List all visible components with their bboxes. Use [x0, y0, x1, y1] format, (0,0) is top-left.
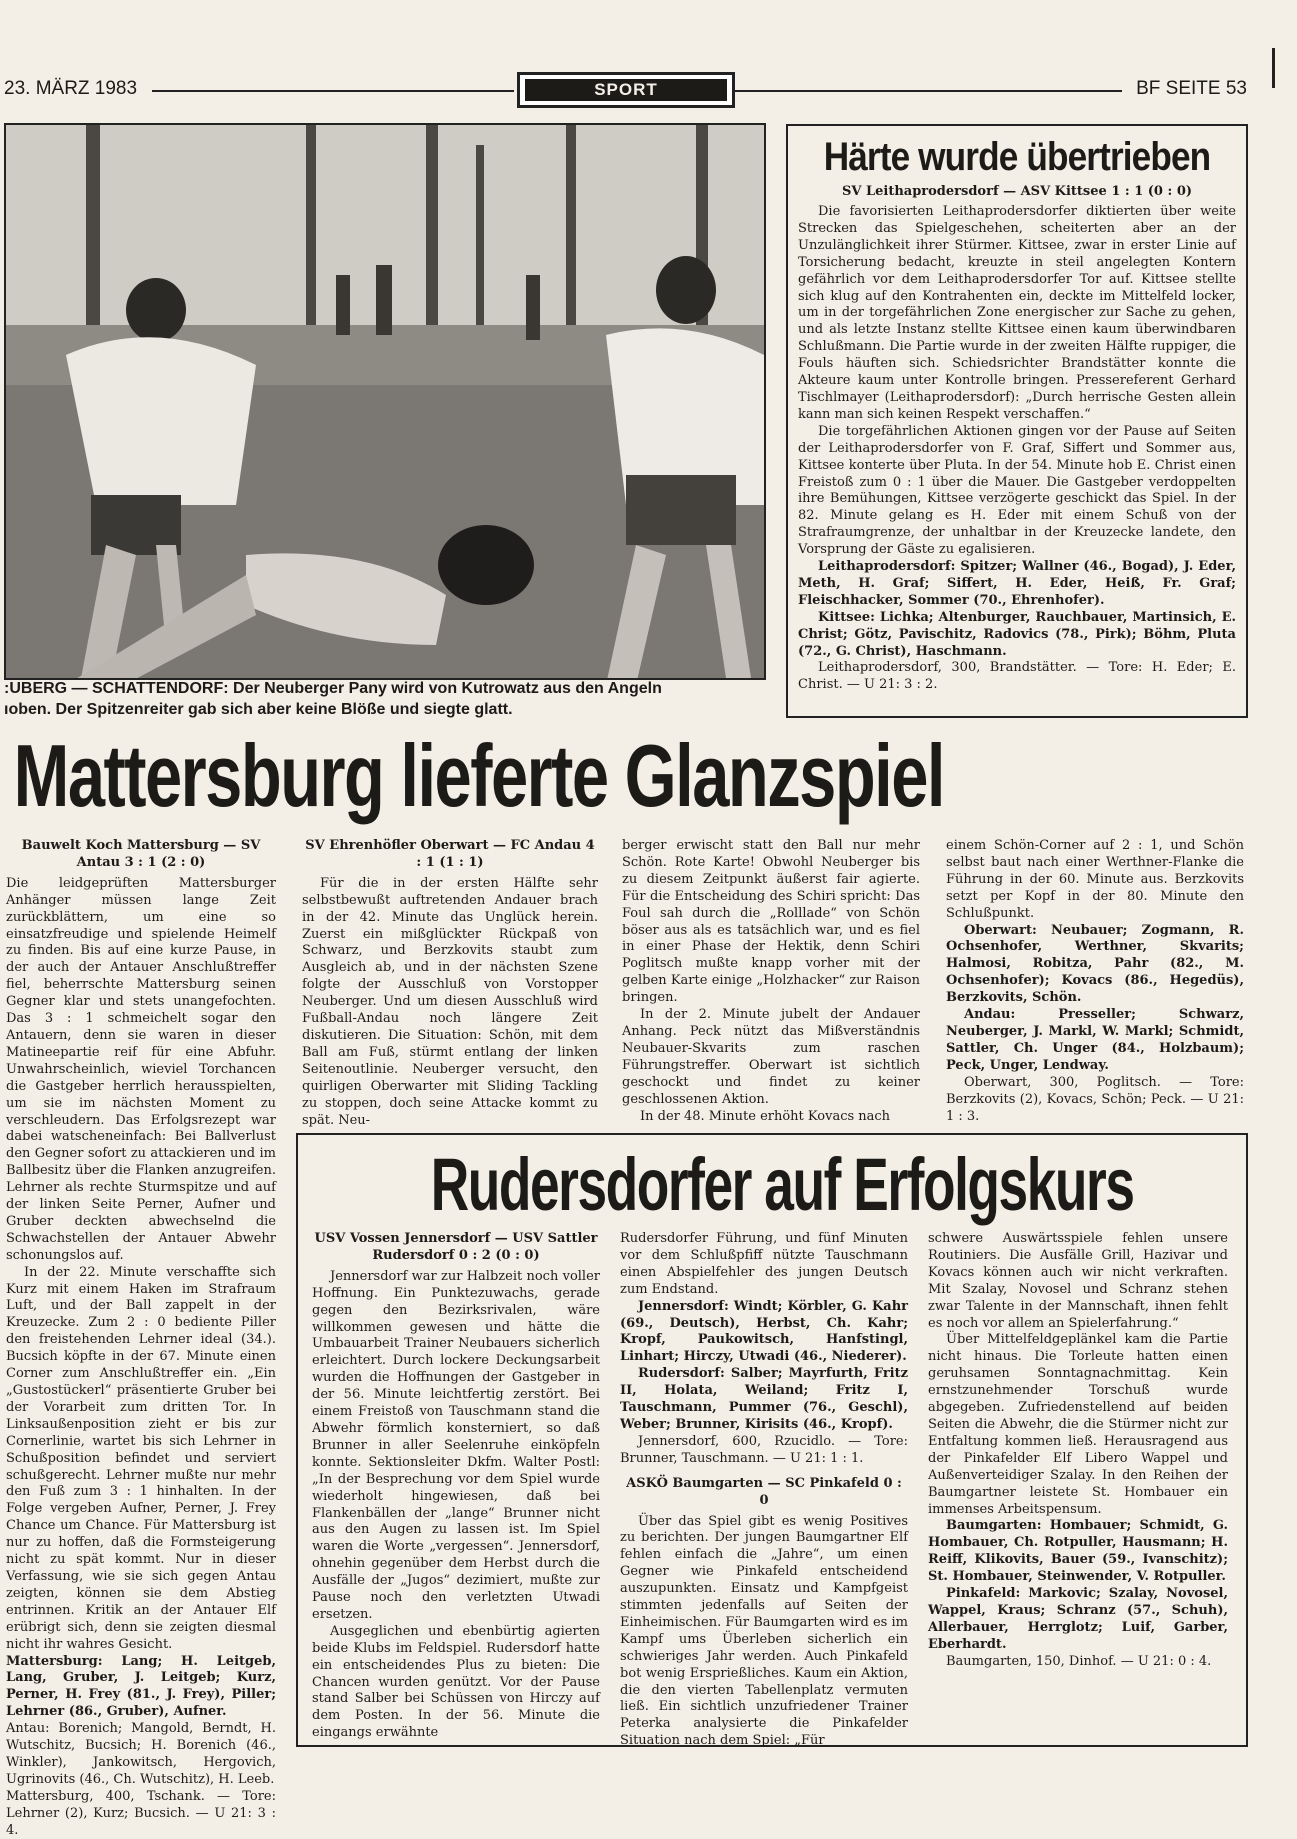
photo-caption-line-2: ıoben. Der Spitzenreiter gab sich aber keine Blöße und siegte glatt. [4, 701, 513, 718]
article-column [302, 838, 598, 1129]
lineup-home: Oberwart: Neubauer; Zogmann, R. Ochsenhofer, Werthner, Skvarits; Halmosi, Robitza, Pahr (82., M. Ochsenhofer); Kovacs (86., Hegedüs), Berzkovits, Schön. [946, 922, 1244, 1006]
article-column [946, 838, 1244, 1125]
article-body [798, 204, 1236, 694]
match-stats: Mattersburg, 400, Tschank. — Tore: Lehrner (2), Kurz; Bucsich. — U 21: 3 : 4. [6, 1788, 276, 1838]
match-result: SV Ehrenhöfler Oberwart — FC Andau 4 : 1 (1 : 1) [305, 838, 595, 870]
article-headline: Härte wurde übertrieben [823, 135, 1211, 179]
article-paragraph: einem Schön-Corner auf 2 : 1, und Schön selbst baut nach einer Werthner-Flanke die Führung in der 60. Minute aus. Berzkovits setzt per Kopf in der 80. Minute den Schlußpunkt. [946, 838, 1244, 921]
lineup-home: Jennersdorf: Windt; Körbler, G. Kahr (69., Deutsch), Herbst, Ch. Kahr; Kropf, Paukowitsch, Hanfstingl, Linhart; Hirczy, Utwadi (46., Niederer). [620, 1298, 908, 1365]
lineup-away: Andau: Presseller; Schwarz, Neuberger, J. Markl, W. Markl; Schmidt, Sattler, Ch. Unger (84., Holzbaum); Peck, Unger, Lendway. [946, 1007, 1244, 1073]
match-stats: Jennersdorf, 600, Rzucidlo. — Tore: Brunner, Tauschmann. — U 21: 1 : 1. [620, 1433, 908, 1466]
lineup-away: Antau: Borenich; Mangold, Berndt, H. Wutschitz, Bucsich; H. Borenich (46., Winkler), Jankowitsch, Hergovich, Ugrinovits (46., Ch. Wutschitz), H. Leeb. [6, 1721, 276, 1787]
match-stats: Oberwart, 300, Poglitsch. — Tore: Berzkovits (2), Kovacs, Schön; Peck. — U 21: 1 : 3. [946, 1074, 1244, 1124]
article-paragraph: Die favorisierten Leithaprodersdorfer diktierten über weite Strecken das Spielgeschehen, scheiterten aber an der Unzulänglichkeit ihrer Stürmer. Kittsee, zwar in erster Linie auf Torsicherung bedacht, kreuzte in steil angelegten Kontern gefährlich vor dem Leithaprodersdorfer Tor auf. Kittsee stellte sich klug auf den Kontrahenten ein, deckte im Mittelfeld locker, um in der torgefährlichen Zone energischer zur Sache zu gehen, und als letzte Instanz stellte Kittsee einen kaum überwindbaren Schlußmann. Die Partie wurde in der zweiten Hälfte ruppiger, die Fouls häuften sich. Schiedsrichter Brandstätter konnte die Akteure kaum unter Kontrolle bringen. Pressereferent Gerhard Tischlmayer (Leithaprodersdorf): „Durch herrische Gesten allein kann man sich keinen Respekt verschaffen.“ [798, 204, 1236, 422]
article-haerte-box [786, 124, 1248, 718]
article-paragraph: schwere Auswärtsspiele fehlen unsere Routiniers. Die Ausfälle Grill, Hazivar und Kovacs können auch wir nicht verkraften. Mit Szalay, Novosel und Schranz stehen zwar Talente in der Mannschaft, ihnen fehlt es noch vor allem an Spielerfahrung.“ [928, 1231, 1228, 1331]
article-paragraph: Über Mittelfeldgeplänkel kam die Partie nicht hinaus. Die Torleute hatten einen geruhsamen Sonntagnachmittag. Kein ernstzunehmender Torschuß wurde abgegeben. Zufriedenstellend auf beiden Seiten die Abwehr, die die Stürmer nicht zur Entfaltung kommen ließ. Herausragend aus der Pinkafelder Elf Libero Wappel und Außenverteidiger Szalay. In den Reihen der Baumgartner leistete St. Hombauer ein immenses Arbeitspensum. [928, 1332, 1228, 1517]
match-result: ASKÖ Baumgarten — SC Pinkafeld 0 : 0 [626, 1475, 902, 1508]
photo-illustration [6, 125, 764, 678]
article-headline-mattersburg: Mattersburg lieferte Glanzspiel [13, 726, 944, 825]
article-paragraph: Ausgeglichen und ebenbürtig agierten beide Klubs im Feldspiel. Rudersdorf hatte ein entscheidendes Plus zu bieten: Die Chancen wurden genützt. Vor der Pause stand Salber bei Schüssen von Hirczy auf dem Posten. In der 56. Minute die eingangs erwähnte [312, 1623, 600, 1741]
page-number: BF SEITE 53 [1136, 78, 1247, 99]
page-edge-mark [1272, 48, 1275, 88]
article-column [312, 1231, 600, 1742]
article-column [6, 838, 276, 1839]
match-stats: Leithaprodersdorf, 300, Brandstätter. — Tore: H. Eder; E. Christ. — U 21: 3 : 2. [798, 660, 1236, 693]
lineup-home: Leithaprodersdorf: Spitzer; Wallner (46., Bogad), J. Eder, Meth, H. Graf; Siffert, H. Eder, Heiß, Fr. Graf; Fleischhacker, Sommer (70., Ehrenhofer). [798, 559, 1236, 608]
photo-caption-line-1: :UBERG — SCHATTENDORF: Der Neuberger Pany wird von Kutrowatz aus den Angeln [4, 680, 662, 697]
article-paragraph: Jennersdorf war zur Halbzeit noch voller Hoffnung. Ein Punktezuwachs, gerade gegen den Bezirksrivalen, wäre willkommen gewesen und hätte die Umbauarbeit Trainer Neubauers sicherlich erleichtert. Durch lockere Deckungsarbeit wurden die Hoffnungen der Gastgeber in der 56. Minute leichtfertig zerstört. Bei einem Freistoß von Tauschmann stand die Abwehr förmlich konsterniert, so daß Brunner in aller Seelenruhe einköpfeln konnte. Sektionsleiter Dkfm. Walter Postl: „In der Besprechung vor dem Spiel wurde wiederholt hingewiesen, daß bei Flankenbällen der „lange“ Brunner nicht aus den Augen zu lassen ist. Im Spiel waren die Worte „vergessen“. Jennersdorf, ohnehin gegenüber dem Herbst durch die Ausfälle der „Jugos“ dezimiert, mußte zur Pause noch den verletzten Utwadi ersetzen. [312, 1268, 600, 1622]
article-column [928, 1231, 1228, 1671]
match-result: USV Vossen Jennersdorf — USV Sattler Rudersdorf 0 : 2 (0 : 0) [314, 1231, 598, 1263]
article-paragraph: Rudersdorfer Führung, und fünf Minuten vor dem Schlußpfiff nützte Tauschmann einen Abspielfehler des jungen Deutsch zum Endstand. [620, 1231, 908, 1297]
lineup-home: Baumgarten: Hombauer; Schmidt, G. Hombauer, Ch. Rotpuller, Hausmann; H. Reiff, Klikovits, Bauer (59., Ivanschitz); St. Hombauer, Steinwender, V. Rotpuller. [928, 1518, 1228, 1585]
article-paragraph: Die torgefährlichen Aktionen gingen vor der Pause auf Seiten der Leithaprodersdorfer von F. Graf, Siffert und Sommer aus, Kittsee konterte über Pluta. In der 54. Minute hob E. Christ einen Freistoß zum 0 : 1 über die Mauer. Die Gastgeber verdoppelten ihre Bemühungen, Kittsee verzögerte geschickt das Spiel. In der 82. Minute gelang es H. Eder mit einem Schuß von der Strafraumgrenze, der unhaltbar in der Kreuzecke landete, den Vorsprung der Gäste zu egalisieren. [798, 423, 1236, 558]
article-paragraph: Für die in der ersten Hälfte sehr selbstbewußt auftretenden Andauer brach in der 42. Minute das Unglück herein. Zuerst ein mißglückter Rückpaß von Schwarz, und Berzkovits staubt zum Ausgleich ab, und in der nächsten Szene folgte der Ausschluß von Vorstopper Neuberger. Und um diesen Ausschluß wird Fußball-Andau noch längere Zeit diskutieren. Die Situation: Schön, mit dem Ball am Fuß, stürmt entlang der linken Seitenoutlinie. Neuberger versucht, den quirligen Oberwarter mit Sliding Tackling zu stoppen, doch seine Attacke kommt zu spät. Neu- [302, 875, 598, 1128]
article-column [622, 838, 920, 1125]
match-photo [4, 123, 766, 680]
match-result: SV Leithaprodersdorf — ASV Kittsee 1 : 1 (0 : 0) [841, 184, 1193, 199]
lineup-home: Mattersburg: Lang; H. Leitgeb, Lang, Gruber, J. Leitgeb; Kurz, Perner, H. Frey (81., J. Frey), Piller; Lehrner (86., Gruber), Aufner. [6, 1653, 276, 1720]
article-headline: Rudersdorfer auf Erfolgskurs [430, 1143, 1134, 1226]
article-paragraph: In der 2. Minute jubelt der Andauer Anhang. Peck nützt das Mißverständnis Neubauer-Skvarits zum raschen Führungstreffer. Oberwart ist sichtlich geschockt und findet zu keiner geschlossenen Aktion. [622, 1007, 920, 1107]
lineup-away: Rudersdorf: Salber; Mayrfurth, Fritz II, Holata, Weiland; Fritz I, Tauschmann, Pummer (76., Geschl), Weber; Brunner, Kirisits (46., Kropf). [620, 1366, 908, 1432]
issue-date: 23. MÄRZ 1983 [4, 78, 138, 99]
article-paragraph: Die leidgeprüften Mattersburger Anhänger müssen lange Zeit zurückblättern, um eine so einsatzfreudige und spielende Heimelf zu finden. Bis auf eine kurze Pause, in der auch der Antauer Anschlußtreffer fiel, beherrschte Mattersburg seinen Gegner klar und stets unangefochten. Das 3 : 1 schmeichelt sogar den Antauern, denn sie waren in dieser Matineepartie reif für eine Abfuhr. Unwahrscheinlich, wieviel Torchancen die Gastgeber herrlich herausspielten, um sie im nächsten Moment zu verschleudern. Das Erfolgsrezept war dabei watscheneinfach: Bei Ballverlust den Gegner sofort zu attackieren und im Ballbesitz über die Flanken anzugreifen. Lehrner als rechte Sturmspitze und auf der linken Seite Perner, Aufner und Gruber deckten abwechselnd die Schwachstellen der Antauer Abwehr schonungslos auf. [6, 875, 276, 1263]
section-banner [517, 72, 735, 108]
header-rule-left [152, 90, 514, 92]
lineup-away: Kittsee: Lichka; Altenburger, Rauchbauer, Martinsich, E. Christ; Götz, Pavischitz, Radovics (78., Pirk); Böhm, Pluta (72., G. Christ), Haschmann. [798, 609, 1236, 659]
article-paragraph: berger erwischt statt den Ball nur mehr Schön. Rote Karte! Obwohl Neuberger bis zu diesem Zeitpunkt äußerst fair agierte. Für die Entscheidung des Schiri spricht: Das Foul sah durch die „Rolllade“ von Schön böser aus als es tatsächlich war, und es fiel in einer Phase der Hektik, denn Schiri Poglitsch mußte knapp vorher mit der gelben Karte einige „Holzhacker“ zur Raison bringen. [622, 838, 920, 1006]
article-paragraph: In der 48. Minute erhöht Kovacs nach [640, 1108, 891, 1124]
header-rule-right [732, 90, 1122, 92]
match-result: Bauwelt Koch Mattersburg — SV Antau 3 : 1 (2 : 0) [21, 838, 261, 870]
article-paragraph: Über das Spiel gibt es wenig Positives zu berichten. Der jungen Baumgartner Elf fehlen einfach die „Jahre“, um einen Gegner wie Pinkafeld entscheidend auszupunkten. Einsatz und Kampfgeist stimmten jedenfalls auf Seiten der Einheimischen. Für Baumgarten wird es im Kampf ums Überleben sicherlich ein schwieriges Jahr werden. Auch Pinkafeld bot wenig Ersprießliches. Kaum ein Aktion, die den vierten Tabellenplatz vermuten ließ. Ein sichtlich unzufriedener Trainer Peterka analysierte die Pinkafelder Situation nach dem Spiel: „Für [620, 1513, 908, 1749]
article-column [620, 1231, 908, 1750]
article-rudersdorf-box [296, 1133, 1248, 1747]
lineup-away: Pinkafeld: Markovic; Szalay, Novosel, Wappel, Kraus; Schranz (57., Schuh), Allerbauer, Herrglotz; Luif, Garber, Eberhardt. [928, 1586, 1228, 1652]
section-label: SPORT [525, 79, 727, 101]
photo-caption [4, 678, 764, 720]
article-paragraph: In der 22. Minute verschaffte sich Kurz mit einem Haken im Strafraum Luft, und der Ball zappelt in der Kreuzecke. Zum 2 : 0 bediente Piller den freistehenden Lehrner ideal (34.). Bucsich köpfte in der 67. Minute einen Corner zum Anschlußtreffer ein. „Ein „Gustostückerl“ präsentierte Gruber bei der Vorarbeit zum dritten Tor. In Linksaußenposition zieht er bis zur Cornerlinie, wartet bis sich Lehrner in Schußposition befindet und serviert schußgerecht. Lehrner mußte nur mehr den Fuß zum 3 : 1 hinhalten. In der Folge vergeben Aufner, Perner, J. Frey Chance um Chance. Für Mattersburg ist nur zu hoffen, daß die Formsteigerung nicht zu spät kommt. Nur in dieser Verfassung, wie sie sich gegen Antau zeigten, können sie dem Abstieg entrinnen. Kritik an der Antauer Elf erübrigt sich, denn sie zeigten diesmal nicht ihr wahres Gesicht. [6, 1264, 276, 1652]
match-stats: Baumgarten, 150, Dinhof. — U 21: 0 : 4. [946, 1653, 1212, 1669]
